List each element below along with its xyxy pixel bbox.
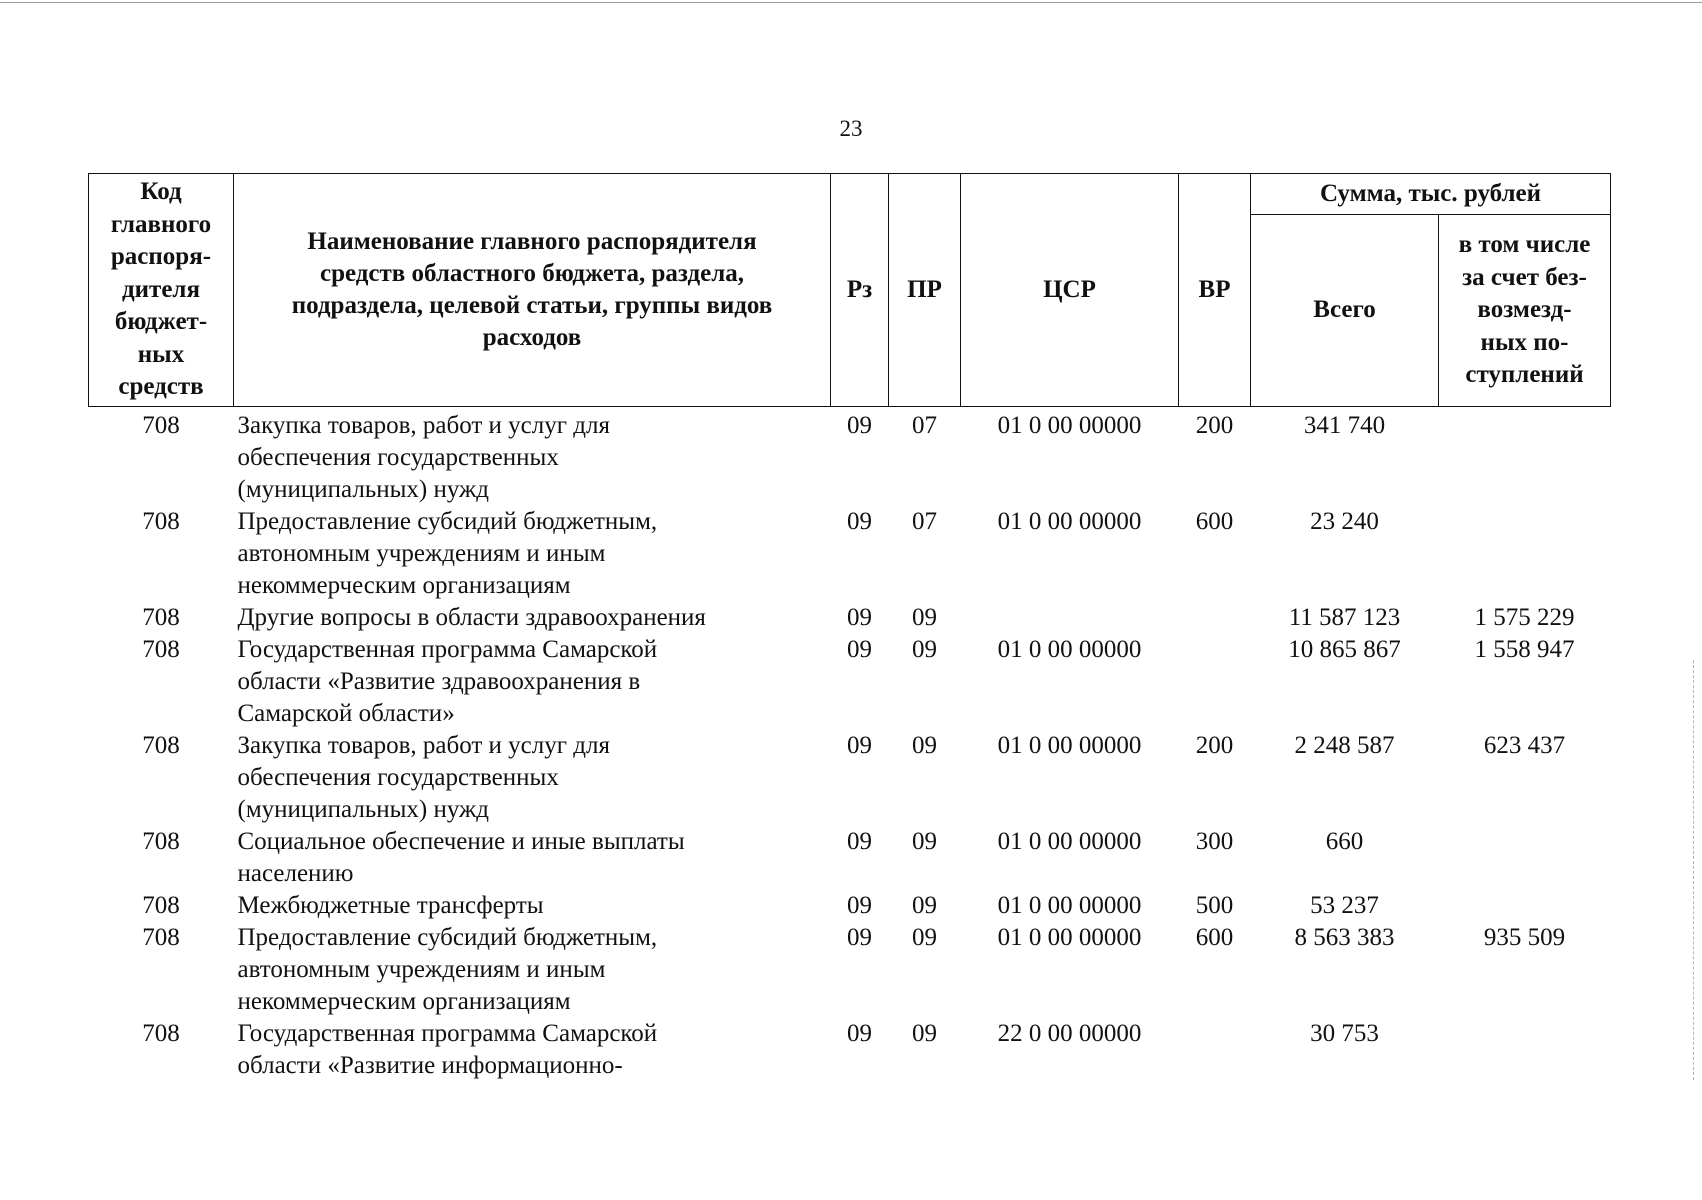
cell-code: 708 [142,827,180,855]
cell-rz: 09 [847,635,872,663]
header-code-line: средств [118,373,204,400]
cell-name [234,922,831,1018]
header-name [234,174,831,407]
cell-free [1439,890,1611,922]
cell-name-line: Социальное обеспечение и иные выплаты [237,827,685,855]
cell-name [234,826,831,890]
cell-csr: 01 0 00 00000 [997,507,1142,535]
header-code-line: бюджет- [114,308,208,335]
cell-total: 2 248 587 [1294,731,1395,759]
cell-name-line: Самарской области» [237,699,455,727]
cell-name-line: обеспечения государственных [237,443,559,471]
table-row [89,730,1611,826]
cell-rz: 09 [847,1019,872,1047]
cell-pr: 09 [912,731,937,759]
table-row [89,602,1611,634]
table-row [89,406,1611,506]
cell-name-line: (муниципальных) нужд [237,475,490,503]
cell-pr: 07 [912,411,937,439]
cell-name-line: автономным учреждениям и иным [237,955,606,983]
cell-vr: 200 [1195,411,1234,439]
cell-vr: 300 [1195,827,1234,855]
cell-csr [961,602,1179,634]
cell-rz: 09 [847,923,872,951]
cell-code: 708 [142,923,180,951]
table-row [89,634,1611,730]
cell-free: 1 575 229 [1474,603,1575,631]
cell-name-line: некоммерческим организациям [237,571,571,599]
header-code-line: главного [110,210,212,238]
cell-free: 623 437 [1483,731,1566,759]
cell-rz: 09 [847,603,872,631]
cell-pr: 09 [912,603,937,631]
cell-code: 708 [142,731,180,759]
cell-code: 708 [142,603,180,631]
cell-name [234,730,831,826]
cell-name-line: Государственная программа Самарской [237,635,658,663]
cell-total: 11 587 123 [1288,603,1401,631]
cell-name-line: автономным учреждениям и иным [237,539,606,567]
cell-free [1439,406,1611,506]
cell-vr: 200 [1195,731,1234,759]
cell-free [1439,1018,1611,1082]
cell-name-line: Другие вопросы в области здравоохранения [237,603,706,631]
cell-pr: 09 [912,891,937,919]
scan-edge-line [0,2,1702,3]
cell-total: 8 563 383 [1294,923,1395,951]
cell-free: 1 558 947 [1474,635,1575,663]
cell-name-line: области «Развитие здравоохранения в [237,667,641,695]
cell-total: 10 865 867 [1288,635,1401,663]
budget-table [88,173,1611,1082]
header-free-line: за счет без- [1462,263,1587,291]
cell-total: 341 740 [1303,411,1386,439]
cell-csr: 01 0 00 00000 [997,411,1142,439]
header-free-line: ных по- [1480,328,1569,356]
header-row-top [89,174,1611,215]
cell-code: 708 [142,1019,180,1047]
table-body [89,406,1611,1082]
cell-name-line: обеспечения государственных [237,763,559,791]
table-header [89,174,1611,407]
header-free-line: ступлений [1465,361,1584,388]
cell-rz: 09 [847,731,872,759]
cell-vr: 500 [1195,891,1234,919]
cell-rz: 09 [847,411,872,439]
table-row [89,826,1611,890]
cell-code: 708 [142,507,180,535]
cell-name-line: некоммерческим организациям [237,987,571,1015]
header-name-line: подраздела, целевой статьи, группы видов [291,291,773,319]
cell-csr: 01 0 00 00000 [997,827,1142,855]
cell-csr: 01 0 00 00000 [997,923,1142,951]
table-row [89,1018,1611,1082]
table-row [89,922,1611,1018]
cell-free [1439,826,1611,890]
cell-name [234,890,831,922]
header-code-line: ных [137,340,185,368]
cell-code: 708 [142,411,180,439]
cell-name [234,602,831,634]
cell-name-line: Предоставление субсидий бюджетным, [237,507,658,535]
scan-margin-mark [1693,660,1694,1080]
cell-name-line: области «Развитие информационно- [237,1051,623,1079]
header-sum: Сумма, тыс. рублей [1251,174,1611,215]
cell-total: 660 [1325,827,1364,855]
cell-vr: 600 [1195,507,1234,535]
header-total: Всего [1251,215,1439,407]
cell-rz: 09 [847,891,872,919]
cell-pr: 09 [912,1019,937,1047]
cell-vr: 600 [1195,923,1234,951]
header-name-line: Наименование главного распорядителя [307,227,757,255]
header-name-line: средств областного бюджета, раздела, [319,259,745,287]
table-row [89,890,1611,922]
cell-csr: 01 0 00 00000 [997,635,1142,663]
cell-total: 23 240 [1310,507,1379,535]
cell-pr: 09 [912,635,937,663]
cell-code: 708 [142,891,180,919]
cell-name-line: Межбюджетные трансферты [237,891,544,919]
table-row [89,506,1611,602]
header-pr: ПР [889,174,961,407]
cell-name [234,1018,831,1082]
cell-name-line: (муниципальных) нужд [237,795,490,823]
header-code [89,174,234,407]
header-free-line: в том числе [1458,231,1591,258]
cell-free: 935 509 [1483,923,1566,951]
header-name-line: расходов [482,323,582,351]
header-csr: ЦСР [961,174,1179,407]
header-code-line: дителя [122,275,200,303]
cell-total: 30 753 [1310,1019,1379,1047]
cell-pr: 07 [912,507,937,535]
page-number: 23 [839,116,863,141]
cell-name [234,634,831,730]
cell-total: 53 237 [1310,891,1379,919]
cell-rz: 09 [847,507,872,535]
cell-name-line: Закупка товаров, работ и услуг для [237,411,610,439]
cell-csr: 22 0 00 00000 [997,1019,1142,1047]
header-free [1439,215,1611,407]
cell-name-line: населению [237,859,354,887]
cell-csr: 01 0 00 00000 [997,731,1142,759]
cell-pr: 09 [912,827,937,855]
header-vr: ВР [1179,174,1251,407]
cell-name [234,506,831,602]
cell-vr [1179,602,1251,634]
header-rz: Рз [831,174,889,407]
cell-name-line: Государственная программа Самарской [237,1019,658,1047]
cell-code: 708 [142,635,180,663]
cell-rz: 09 [847,827,872,855]
cell-name [234,406,831,506]
header-free-line: возмезд- [1477,296,1572,323]
cell-name-line: Предоставление субсидий бюджетным, [237,923,658,951]
cell-name-line: Закупка товаров, работ и услуг для [237,731,610,759]
cell-vr [1179,634,1251,730]
cell-free [1439,506,1611,602]
cell-pr: 09 [912,923,937,951]
cell-vr [1179,1018,1251,1082]
header-code-line: распоря- [110,243,212,270]
header-code-line: Код [140,178,182,205]
cell-csr: 01 0 00 00000 [997,891,1142,919]
